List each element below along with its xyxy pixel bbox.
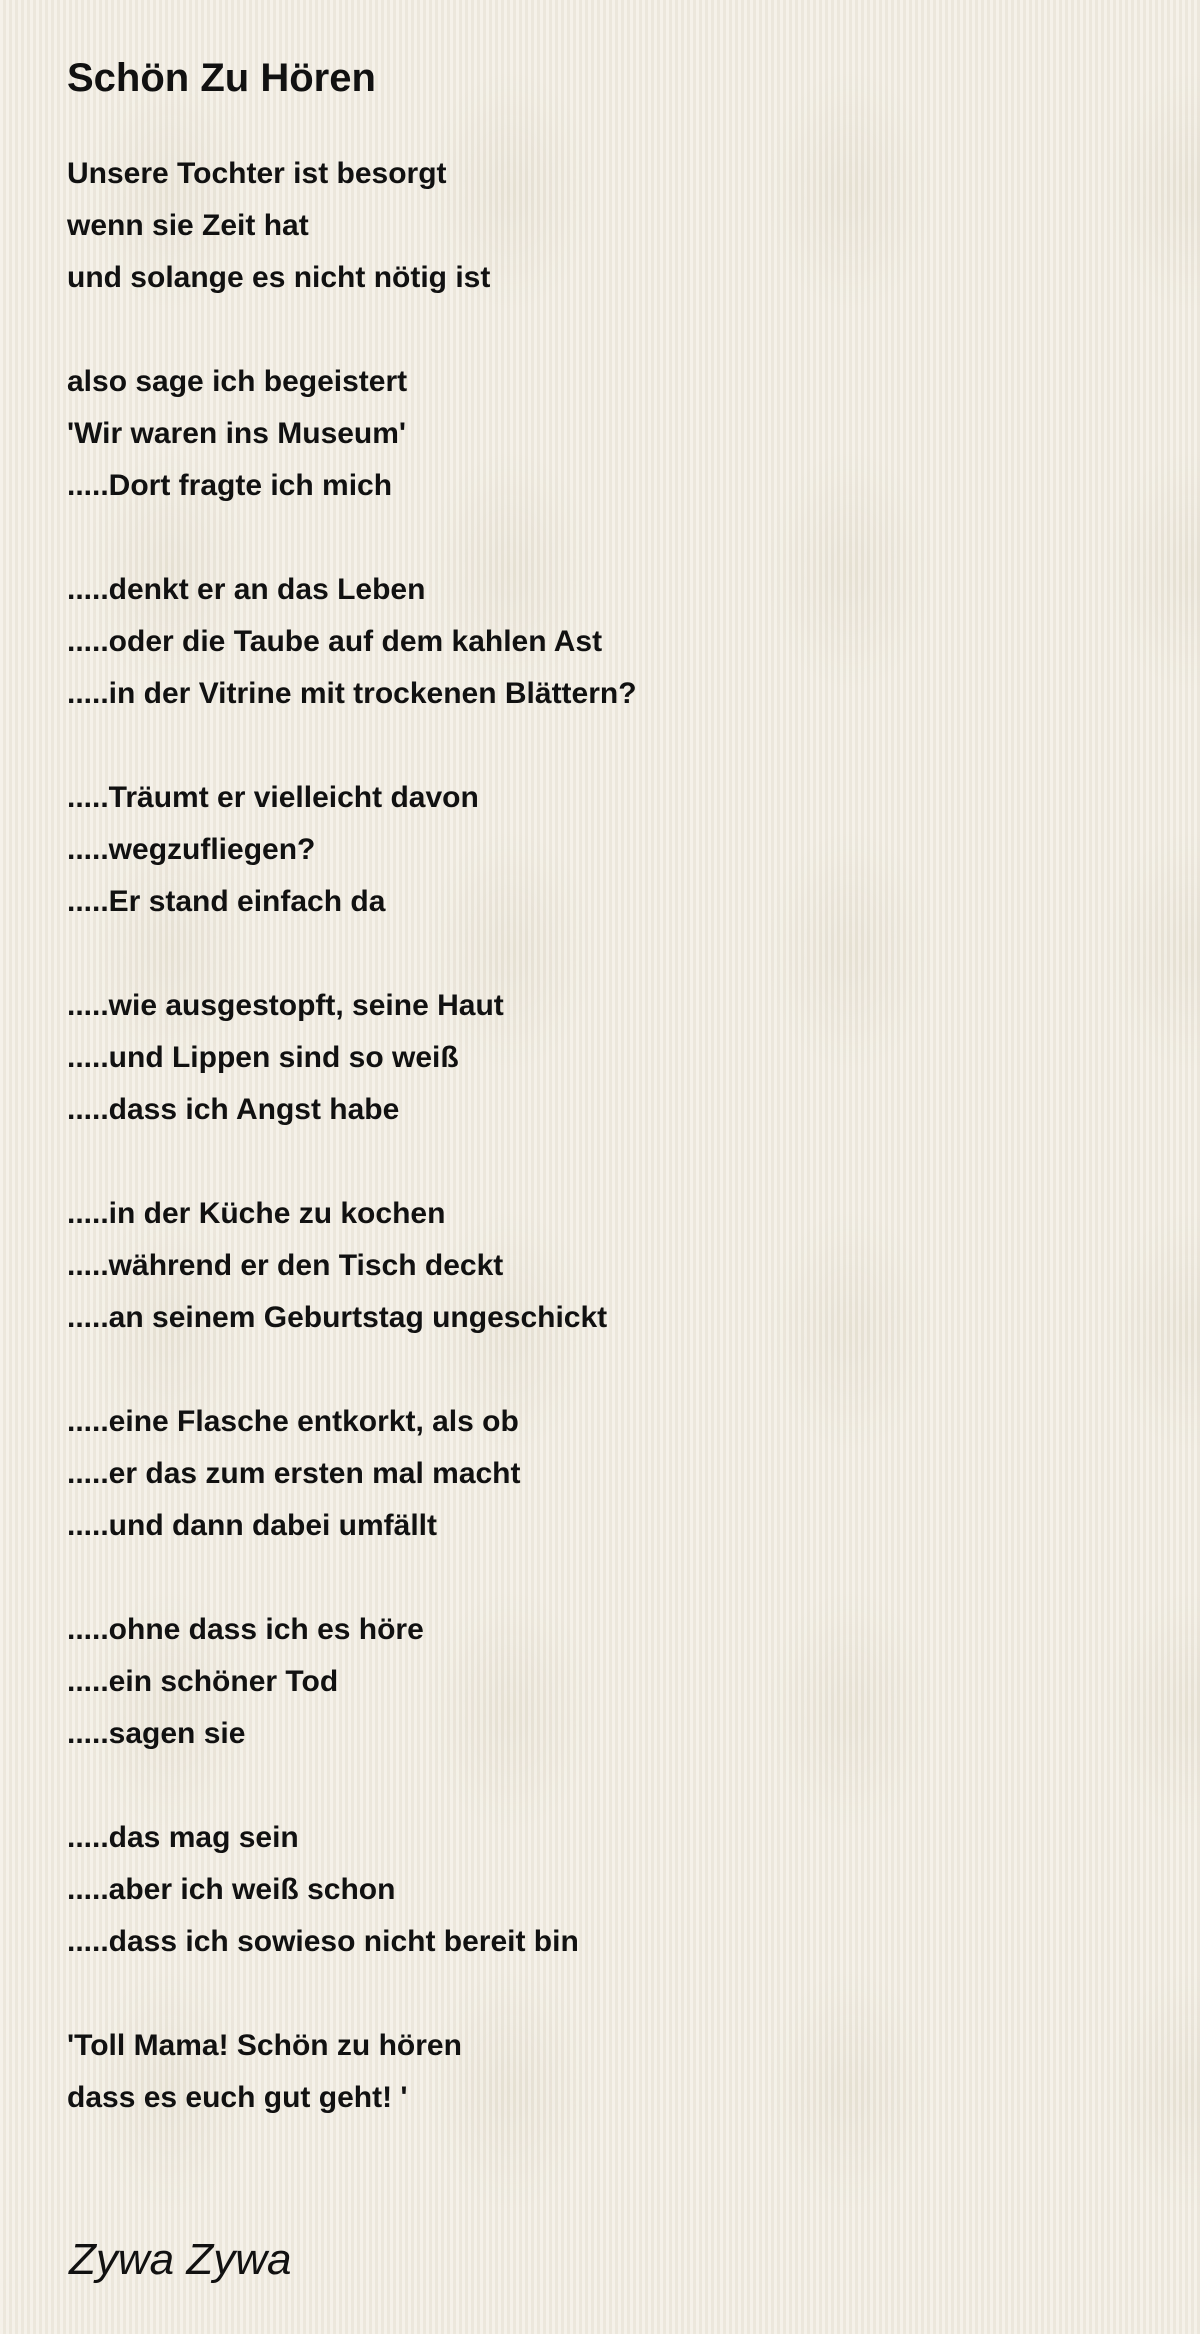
poem-line: .....Träumt er vielleicht davon [67,781,479,814]
poem-line: .....in der Vitrine mit trockenen Blättern? [67,677,637,710]
poem-line: Unsere Tochter ist besorgt [67,157,447,190]
poem-line: .....Er stand einfach da [67,885,386,918]
poem-line: .....dass ich sowieso nicht bereit bin [67,1925,579,1958]
poem-line: und solange es nicht nötig ist [67,261,491,294]
poem-line: .....er das zum ersten mal macht [67,1457,521,1490]
poem-author: Zywa Zywa [69,2235,292,2284]
stanza-6 [67,1188,1147,1344]
poem-line: 'Wir waren ins Museum' [67,417,407,450]
poem-line: .....ein schöner Tod [67,1665,339,1698]
poem-line: .....ohne dass ich es höre [67,1613,424,1646]
poem-line: .....denkt er an das Leben [67,573,426,606]
stanza-5 [67,980,1147,1136]
stanza-1 [67,148,1147,304]
stanza-8 [67,1604,1147,1760]
poem-line: .....und Lippen sind so weiß [67,1041,459,1074]
stanza-2 [67,356,1147,512]
stanza-4 [67,772,1147,928]
poem-line: .....oder die Taube auf dem kahlen Ast [67,625,603,658]
poem-line: .....in der Küche zu kochen [67,1197,446,1230]
poem-line: .....dass ich Angst habe [67,1093,400,1126]
poem-line: 'Toll Mama! Schön zu hören [67,2029,462,2062]
stanza-7 [67,1396,1147,1552]
poem-body [67,148,1147,2176]
poem-line: .....eine Flasche entkorkt, als ob [67,1405,519,1438]
stanza-9 [67,1812,1147,1968]
stanza-3 [67,564,1147,720]
poem-line: .....aber ich weiß schon [67,1873,396,1906]
poem-line: wenn sie Zeit hat [67,209,309,242]
stanza-10 [67,2020,1147,2124]
poem-line: .....wegzufliegen? [67,833,316,866]
poem-line: .....an seinem Geburtstag ungeschickt [67,1301,608,1334]
poem-line: .....das mag sein [67,1821,299,1854]
poem-line: dass es euch gut geht! ' [67,2081,408,2114]
poem-line: also sage ich begeistert [67,365,408,398]
poem-line: .....sagen sie [67,1717,246,1750]
poem-title: Schön Zu Hören [67,56,376,100]
poem-line: .....wie ausgestopft, seine Haut [67,989,504,1022]
poem-line: .....während er den Tisch deckt [67,1249,504,1282]
poem-line: .....Dort fragte ich mich [67,469,393,502]
poem-line: .....und dann dabei umfällt [67,1509,438,1542]
